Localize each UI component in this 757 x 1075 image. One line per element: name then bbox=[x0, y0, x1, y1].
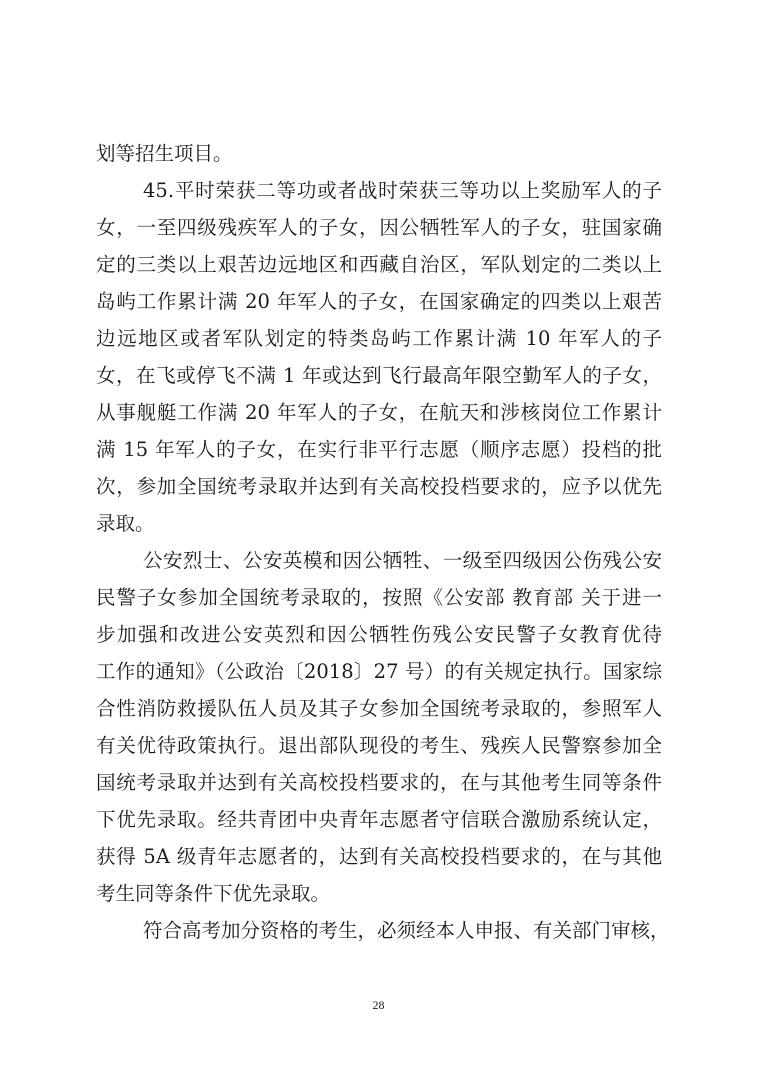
text-line: 步加强和改进公安英烈和因公牺牲伤残公安民警子女教育优待 bbox=[96, 623, 662, 646]
paragraph-bonus-line-1: 符合高考加分资格的考生，必须经本人申报、有关部门审核， bbox=[143, 919, 670, 942]
text-line: 从事舰艇工作满 20 年军人的子女，在航天和涉核岗位工作累计 bbox=[96, 401, 662, 424]
text-line: 录取。 bbox=[96, 512, 155, 535]
text-line: 民警子女参加全国统考录取的，按照《公安部 教育部 关于进一 bbox=[96, 586, 662, 609]
text-line: 满 15 年军人的子女，在实行非平行志愿（顺序志愿）投档的批 bbox=[96, 438, 662, 461]
text-line: 女，一至四级残疾军人的子女，因公牺牲军人的子女，驻国家确 bbox=[96, 216, 662, 239]
text-line: 国统考录取并达到有关高校投档要求的，在与其他考生同等条件 bbox=[96, 771, 662, 794]
text-line: 定的三类以上艰苦边远地区和西藏自治区，军队划定的二类以上 bbox=[96, 253, 662, 276]
text-line: 考生同等条件下优先录取。 bbox=[96, 882, 331, 905]
text-line: 岛屿工作累计满 20 年军人的子女，在国家确定的四类以上艰苦 bbox=[96, 290, 662, 313]
text-line: 合性消防救援队伍人员及其子女参加全国统考录取的，参照军人 bbox=[96, 697, 662, 720]
text-line: 女，在飞或停飞不满 1 年或达到飞行最高年限空勤军人的子女， bbox=[96, 364, 662, 387]
text-line: 有关优待政策执行。退出部队现役的考生、残疾人民警察参加全 bbox=[96, 734, 662, 757]
text-line: 划等招生项目。 bbox=[96, 142, 233, 165]
text-line: 次，参加全国统考录取并达到有关高校投档要求的，应予以优先 bbox=[96, 475, 662, 498]
paragraph-45-line-1: 45.平时荣获二等功或者战时荣获三等功以上奖励军人的子 bbox=[143, 179, 662, 202]
paragraph-police-line-1: 公安烈士、公安英模和因公牺牲、一级至四级因公伤残公安 bbox=[143, 549, 662, 572]
text-line: 下优先录取。经共青团中央青年志愿者守信联合激励系统认定， bbox=[96, 808, 662, 831]
text-line: 获得 5A 级青年志愿者的，达到有关高校投档要求的，在与其他 bbox=[96, 845, 662, 868]
text-line: 边远地区或者军队划定的特类岛屿工作累计满 10 年军人的子 bbox=[96, 327, 662, 350]
page-number: 28 bbox=[372, 998, 385, 1012]
text-line: 工作的通知》（公政治〔2018〕27 号）的有关规定执行。国家综 bbox=[96, 660, 662, 683]
